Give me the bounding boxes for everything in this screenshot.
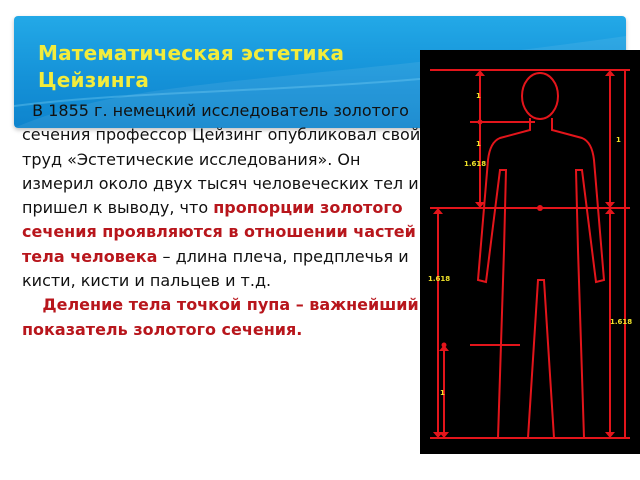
label-chest-1: 1 (476, 140, 481, 148)
slide-title (38, 40, 458, 94)
figure-svg (420, 50, 640, 454)
paragraph-1 (22, 99, 422, 293)
arrow-heads (433, 70, 615, 438)
para1-text-a: В 1855 г. немецкий исследователь золотого сечения профессор Цейзинг опубликовал свой труд «Эстетические исследования». Он измерил около двух тысяч человеческих тел и пришел к выводу, что (22, 101, 421, 218)
title-line-1: Математическая эстетика (38, 41, 345, 65)
figure-lines (430, 70, 633, 438)
para1-text-b: – длина плеча, предплечья и кисти, кисти и пальцев и т.д. (22, 246, 409, 291)
label-right-1: 1 (616, 136, 621, 144)
golden-ratio-figure (420, 50, 640, 454)
body-outline (478, 118, 604, 438)
label-head-1: 1 (476, 92, 481, 100)
label-left-1618: 1.618 (428, 275, 451, 283)
label-upper-1618: 1.618 (464, 160, 487, 168)
title-line-2: Цейзинга (38, 68, 150, 92)
para2-highlight: Деление тела точкой пупа – важнейший показатель золотого сечения. (22, 295, 419, 339)
label-lower-1: 1 (440, 389, 445, 397)
head (522, 73, 558, 119)
label-right-1618: 1.618 (610, 318, 633, 326)
body-text (22, 99, 422, 342)
paragraph-2 (22, 293, 422, 342)
para1-highlight: пропорции золотого сечения проявляются в отношении частей тела человека (22, 198, 416, 266)
